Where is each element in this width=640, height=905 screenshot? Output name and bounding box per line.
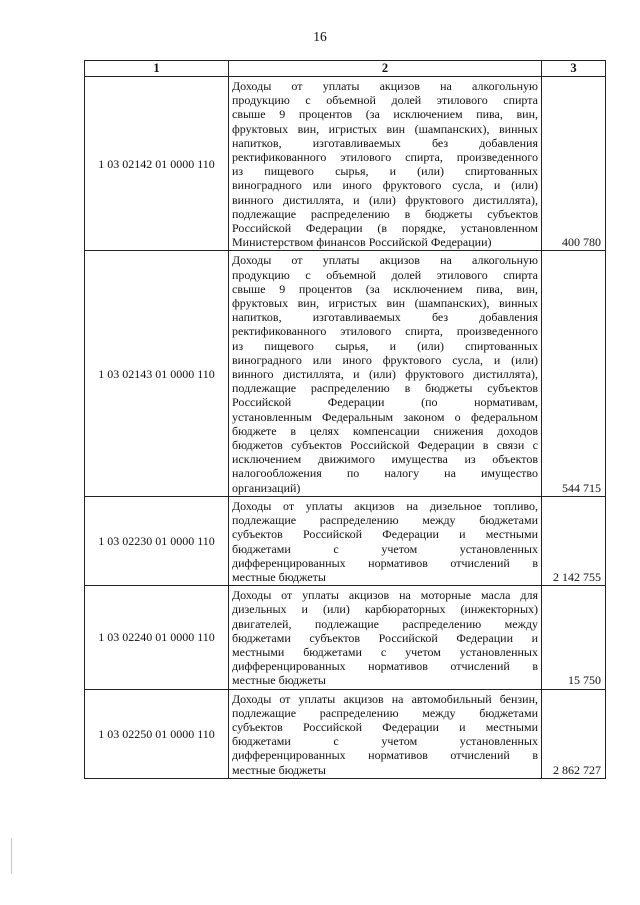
description-line: подлежащие распределению в бюджеты субъектов [232, 381, 538, 396]
revenue-amount: 15 750 [542, 586, 606, 689]
revenue-description [229, 586, 542, 689]
revenue-amount: 2 862 727 [542, 689, 606, 778]
description-line: субъектов Российской Федерации и местными [232, 527, 538, 542]
description-line: винного дистиллята, и (или) фруктового дистиллята), [232, 367, 538, 382]
description-line: Министерством финансов Российской Федерации) [232, 235, 492, 250]
revenue-description [229, 77, 542, 251]
table-body [85, 77, 606, 779]
description-line: дизельных и (или) карбюраторных (инжекторных) [232, 602, 538, 617]
description-line: из пищевого сырья, и (или) спиртованных [232, 164, 538, 179]
description-line: виноградного или иного фруктового сусла, и (или) [232, 178, 538, 193]
table-row [85, 77, 606, 251]
description-line: бюджете в целях компенсации снижения доходов [232, 423, 538, 438]
revenue-table [84, 60, 606, 779]
description-line: Доходы от уплаты акцизов на дизельное топливо, [232, 498, 538, 513]
revenue-amount: 2 142 755 [542, 496, 606, 585]
table-row [85, 251, 606, 496]
description-line: местные бюджеты [232, 569, 326, 584]
description-line: бюджетами субъектов Российской Федерации и [232, 630, 538, 645]
budget-classification-code: 1 03 02230 01 0000 110 [85, 496, 229, 585]
budget-classification-code: 1 03 02143 01 0000 110 [85, 251, 229, 496]
description-line: Российской Федерации (по нормативам, [232, 395, 538, 410]
page-number: 16 [313, 29, 327, 44]
table-row [85, 496, 606, 585]
description-line: Российской Федерации (в порядке, установленном [232, 221, 538, 236]
description-line: Доходы от уплаты акцизов на моторные масла для [232, 588, 538, 603]
description-line: подлежащие распределению между бюджетами [232, 705, 538, 720]
description-line: бюджетами с учетом установленных [232, 734, 538, 749]
description-line: двигателей, подлежащие распределению между [232, 616, 538, 631]
description-line: напитков, изготавливаемых без добавления [232, 310, 538, 325]
column-header-description: 2 [229, 61, 542, 77]
table-row [85, 689, 606, 778]
description-line: дифференцированных нормативов отчислений в [232, 659, 538, 674]
table-header-row [85, 61, 606, 77]
description-line: местные бюджеты [232, 762, 326, 777]
description-line: налогообложения по налогу на имущество [232, 466, 538, 481]
description-line: Доходы от уплаты акцизов на автомобильный бензин, [232, 691, 538, 706]
revenue-description [229, 251, 542, 496]
description-line: продукцию с объемной долей этилового спирта [232, 267, 538, 282]
scan-margin-mark [11, 838, 12, 874]
budget-classification-code: 1 03 02142 01 0000 110 [85, 77, 229, 251]
budget-classification-code: 1 03 02250 01 0000 110 [85, 689, 229, 778]
description-line: исключением движимого имущества из объектов [232, 452, 538, 467]
table-row [85, 586, 606, 689]
column-header-code: 1 [85, 61, 229, 77]
description-line: ректификованного этилового спирта, произведенного [232, 324, 538, 339]
description-line: бюджетов субъектов Российской Федерации в связи с [232, 438, 538, 453]
description-line: подлежащие распределению между бюджетами [232, 513, 538, 528]
revenue-amount: 400 780 [542, 77, 606, 251]
description-line: из пищевого сырья, и (или) спиртованных [232, 338, 538, 353]
budget-classification-code: 1 03 02240 01 0000 110 [85, 586, 229, 689]
description-line: субъектов Российской Федерации и местными [232, 719, 538, 734]
description-line: свыше 9 процентов (за исключением пива, вин, [232, 281, 538, 296]
description-line: установленным Федеральным законом о федеральном [232, 409, 538, 424]
revenue-description [229, 689, 542, 778]
description-line: Доходы от уплаты акцизов на алкогольную [232, 79, 538, 93]
revenue-amount: 544 715 [542, 251, 606, 496]
column-header-amount: 3 [542, 61, 606, 77]
description-line: организаций) [232, 480, 301, 495]
description-line: напитков, изготавливаемых без добавления [232, 135, 538, 150]
description-line: дифференцированных нормативов отчислений в [232, 555, 538, 570]
description-line: продукцию с объемной долей этилового спирта [232, 93, 538, 108]
revenue-description [229, 496, 542, 585]
description-line: дифференцированных нормативов отчислений в [232, 748, 538, 763]
description-line: местные бюджеты [232, 673, 326, 688]
description-line: Доходы от уплаты акцизов на алкогольную [232, 253, 538, 268]
description-line: ректификованного этилового спирта, произведенного [232, 150, 538, 165]
description-line: винного дистиллята, и (или) фруктового дистиллята), [232, 192, 538, 207]
description-line: виноградного или иного фруктового сусла, и (или) [232, 352, 538, 367]
description-line: фруктовых вин, игристых вин (шампанских), винных [232, 121, 538, 136]
description-line: свыше 9 процентов (за исключением пива, вин, [232, 107, 538, 122]
description-line: местными бюджетами с учетом установленных [232, 644, 538, 659]
description-line: подлежащие распределению в бюджеты субъектов [232, 206, 538, 221]
description-line: бюджетами с учетом установленных [232, 541, 538, 556]
description-line: фруктовых вин, игристых вин (шампанских), винных [232, 296, 538, 311]
